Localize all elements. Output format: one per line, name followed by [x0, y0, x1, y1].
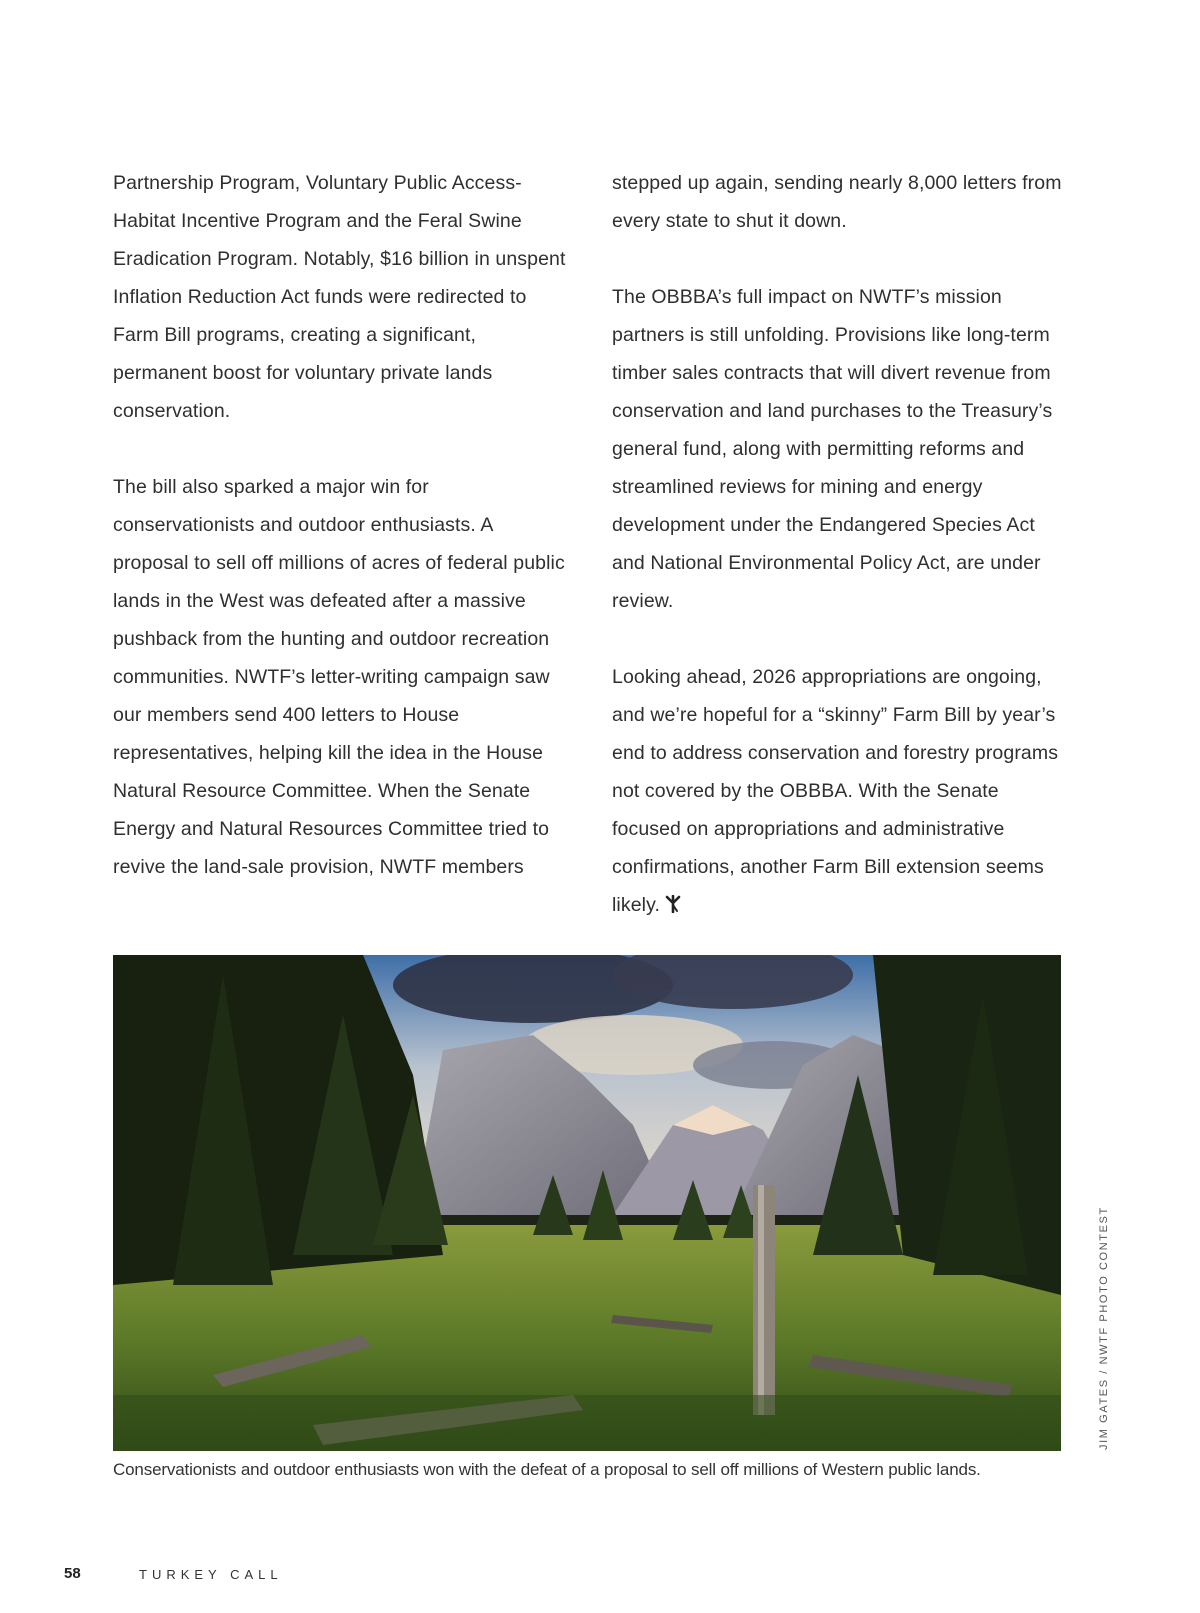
- yosemite-valley-photo: [113, 955, 1061, 1451]
- photo-credit: JIM GATES / NWTF PHOTO CONTEST: [1098, 1206, 1110, 1450]
- photo-caption: Conservationists and outdoor enthusiasts won with the defeat of a proposal to sell off millions of Western public lands.: [113, 1460, 981, 1479]
- page-number: 58: [64, 1565, 81, 1582]
- magazine-title: TURKEY CALL: [139, 1567, 283, 1582]
- turkey-track-icon: [664, 888, 682, 926]
- paragraph-final: [612, 658, 1067, 926]
- paragraph: The bill also sparked a major win for conservationists and outdoor enthusiasts. A proposal to sell off millions of acres of federal public lands in the West was defeated after a massive pushback from the hunting and outdoor recreation communities. NWTF’s letter-writing campaign saw our members send 400 letters to House representatives, helping kill the idea in the House Natural Resource Committee. When the Senate Energy and Natural Resources Committee tried to revive the land-sale provision, NWTF members: [113, 476, 565, 878]
- article-right-column: [612, 164, 1067, 926]
- paragraph: stepped up again, sending nearly 8,000 letters from every state to shut it down.: [612, 172, 1062, 232]
- paragraph-final-text: Looking ahead, 2026 appropriations are ongoing, and we’re hopeful for a “skinny” Farm Bill by year’s end to address conservation and forestry programs not covered by the OBBBA. With the Senate focused on appropriations and administrative confirmations, another Farm Bill extension seems likely.: [612, 666, 1059, 916]
- paragraph: The OBBBA’s full impact on NWTF’s mission partners is still unfolding. Provisions like long-term timber sales contracts that will divert revenue from conservation and land purchases to the Treasury’s general fund, along with permitting reforms and streamlined reviews for mining and energy development under the Endangered Species Act and National Environmental Policy Act, are under review.: [612, 286, 1053, 612]
- paragraph: Partnership Program, Voluntary Public Access-Habitat Incentive Program and the Feral Swine Eradication Program. Notably, $16 billion in unspent Inflation Reduction Act funds were redirected to Farm Bill programs, creating a significant, permanent boost for voluntary private lands conservation.: [113, 172, 566, 422]
- article-left-column: [113, 164, 568, 886]
